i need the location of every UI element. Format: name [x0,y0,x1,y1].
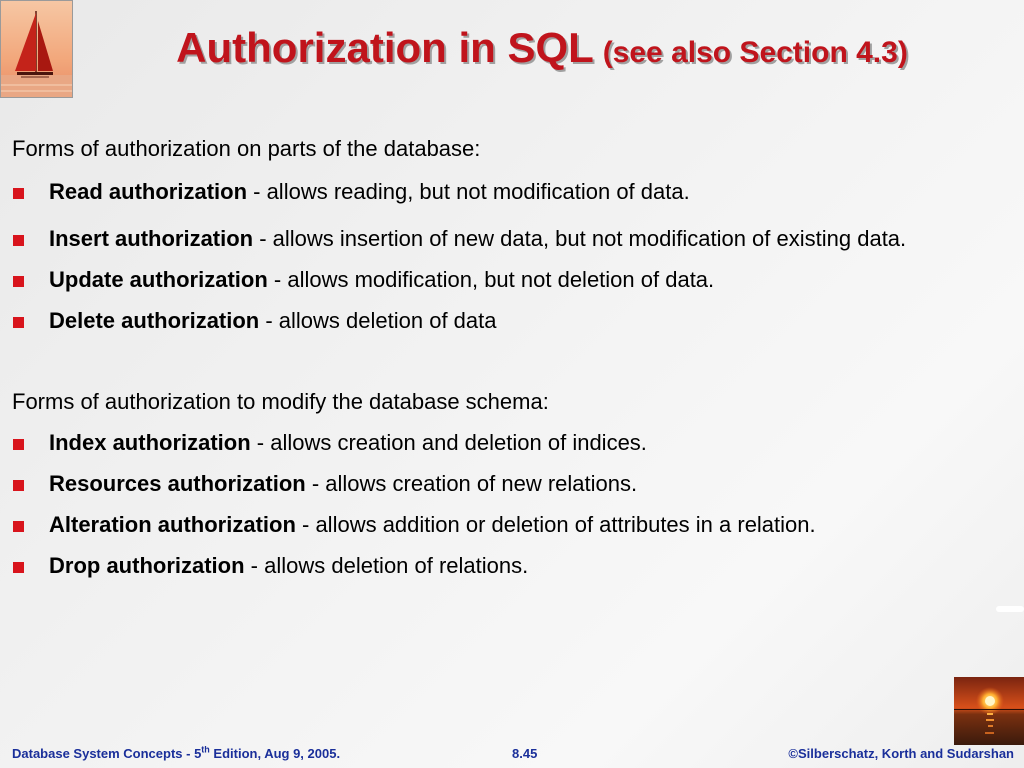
item-term: Update authorization [49,267,268,292]
square-bullet-icon [13,480,24,491]
square-bullet-icon [13,317,24,328]
item-description: - allows creation and deletion of indices. [250,430,647,455]
item-description: - allows modification, but not deletion of data. [267,267,715,292]
item-description: - allows addition or deletion of attributes in a relation. [295,512,816,537]
item-term: Delete authorization [49,308,260,333]
square-bullet-icon [13,235,24,246]
footer-book-info [12,746,340,761]
list-item-update [12,264,1002,295]
footer-left-sup: th [201,744,210,755]
item-term: Drop authorization [49,553,245,578]
footer-left-prefix: Database System Concepts - 5 [12,746,202,761]
footer-page-number: 8.45 [512,746,538,761]
square-bullet-icon [13,562,24,573]
section1-list [12,176,1002,336]
title-subtitle: (see also Section 4.3) [602,36,908,69]
item-description: - allows deletion of relations. [244,553,529,578]
item-term: Read authorization [49,179,248,204]
list-item-resources [12,468,1002,499]
item-description: - allows insertion of new data, but not modification of existing data. [253,226,907,251]
item-term: Insert authorization [49,226,254,251]
list-item-index [12,427,1002,458]
section1-heading: Forms of authorization on parts of the database: [12,136,481,161]
item-term: Alteration authorization [49,512,296,537]
footer-left-suffix: Edition, Aug 9, 2005. [209,746,341,761]
slide-content [12,134,1002,581]
item-description: - allows deletion of data [259,308,497,333]
decorative-highlight [996,606,1024,612]
section2-list [12,427,1002,581]
title-main: Authorization in SQL [176,24,594,71]
item-description: - allows reading, but not modification of data. [247,179,690,204]
square-bullet-icon [13,439,24,450]
item-description: - allows creation of new relations. [305,471,638,496]
section2-heading: Forms of authorization to modify the database schema: [12,389,549,414]
item-term: Resources authorization [49,471,306,496]
sunset-image-icon [954,677,1024,745]
list-item-read [12,176,1002,207]
square-bullet-icon [13,521,24,532]
list-item-insert [12,223,1002,254]
page-title [0,24,1024,72]
footer-copyright: ©Silberschatz, Korth and Sudarshan [788,746,1014,761]
list-item-delete [12,305,1002,336]
list-item-drop [12,550,1002,581]
list-item-alteration [12,509,1002,540]
square-bullet-icon [13,276,24,287]
square-bullet-icon [13,188,24,199]
item-term: Index authorization [49,430,251,455]
